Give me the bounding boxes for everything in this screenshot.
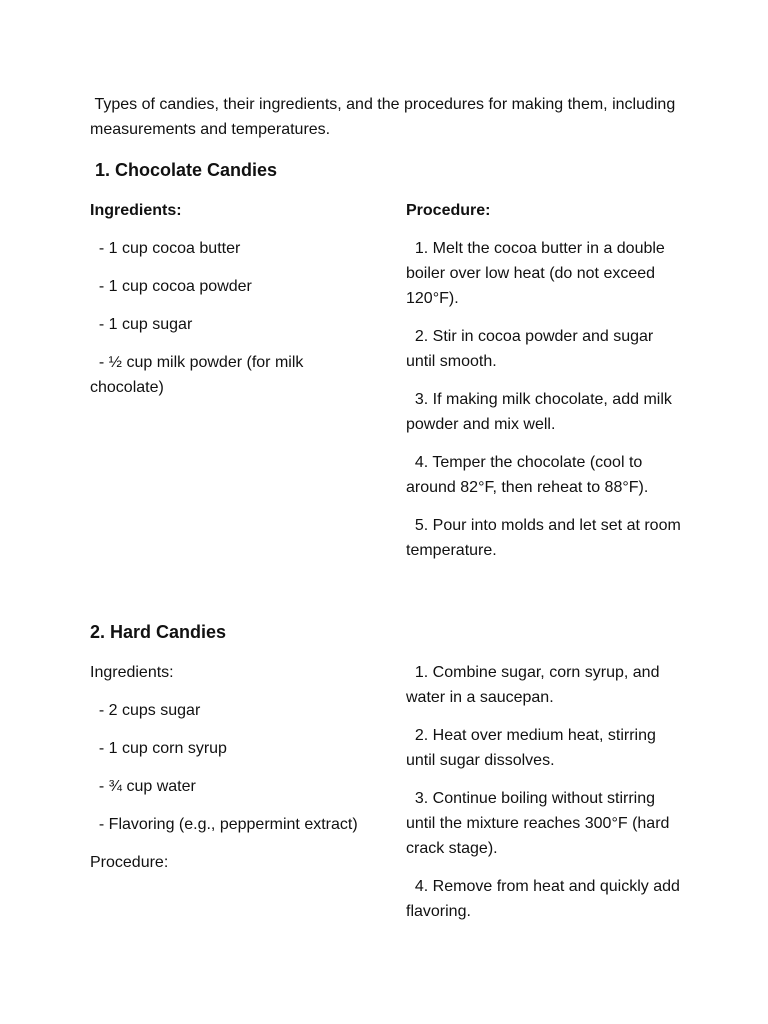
procedure-heading: Procedure: [90, 854, 169, 871]
procedure-step: 2. Heat over medium heat, stirring until sugar dissolves. [406, 727, 661, 769]
ingredients-heading: Ingredients: [90, 664, 174, 681]
procedure-step: 2. Stir in cocoa powder and sugar until smooth. [406, 328, 658, 370]
ingredient-item: - 1 cup sugar [90, 316, 193, 333]
ingredient-item: - Flavoring (e.g., peppermint extract) [90, 816, 358, 833]
procedure-step: 1. Melt the cocoa butter in a double boiler over low heat (do not exceed 120°F). [406, 240, 670, 307]
ingredient-item: - ¾ cup water [90, 778, 196, 795]
procedure-step: 3. If making milk chocolate, add milk powder and mix well. [406, 391, 677, 433]
ingredient-item: - 1 cup cocoa butter [90, 240, 241, 257]
procedure-heading: Procedure: [406, 202, 491, 219]
ingredient-item: - 1 cup corn syrup [90, 740, 227, 757]
chocolate-procedure-column [406, 198, 684, 576]
procedure-step: 5. Pour into molds and let set at room temperature. [406, 517, 686, 559]
ingredient-item: - 1 cup cocoa powder [90, 278, 252, 295]
procedure-step: 4. Temper the chocolate (cool to around 82°F, then reheat to 88°F). [406, 454, 649, 496]
hard-candies-procedure-column [406, 660, 684, 937]
procedure-step: 3. Continue boiling without stirring until the mixture reaches 300°F (hard crack stage). [406, 790, 674, 857]
procedure-step: 4. Remove from heat and quickly add flavoring. [406, 878, 685, 920]
procedure-step: 1. Combine sugar, corn syrup, and water in a saucepan. [406, 664, 664, 706]
ingredient-item: - 2 cups sugar [90, 702, 201, 719]
section-title-hard-candies: 2. Hard Candies [90, 622, 227, 642]
ingredient-item: - ½ cup milk powder (for milk chocolate) [90, 354, 308, 396]
ingredients-heading: Ingredients: [90, 202, 182, 219]
intro-paragraph: Types of candies, their ingredients, and the procedures for making them, including measurements and temperatures. [90, 96, 680, 138]
chocolate-ingredients-column [90, 198, 375, 413]
hard-candies-ingredients-column [90, 660, 375, 888]
section-title-chocolate: 1. Chocolate Candies [90, 160, 278, 180]
